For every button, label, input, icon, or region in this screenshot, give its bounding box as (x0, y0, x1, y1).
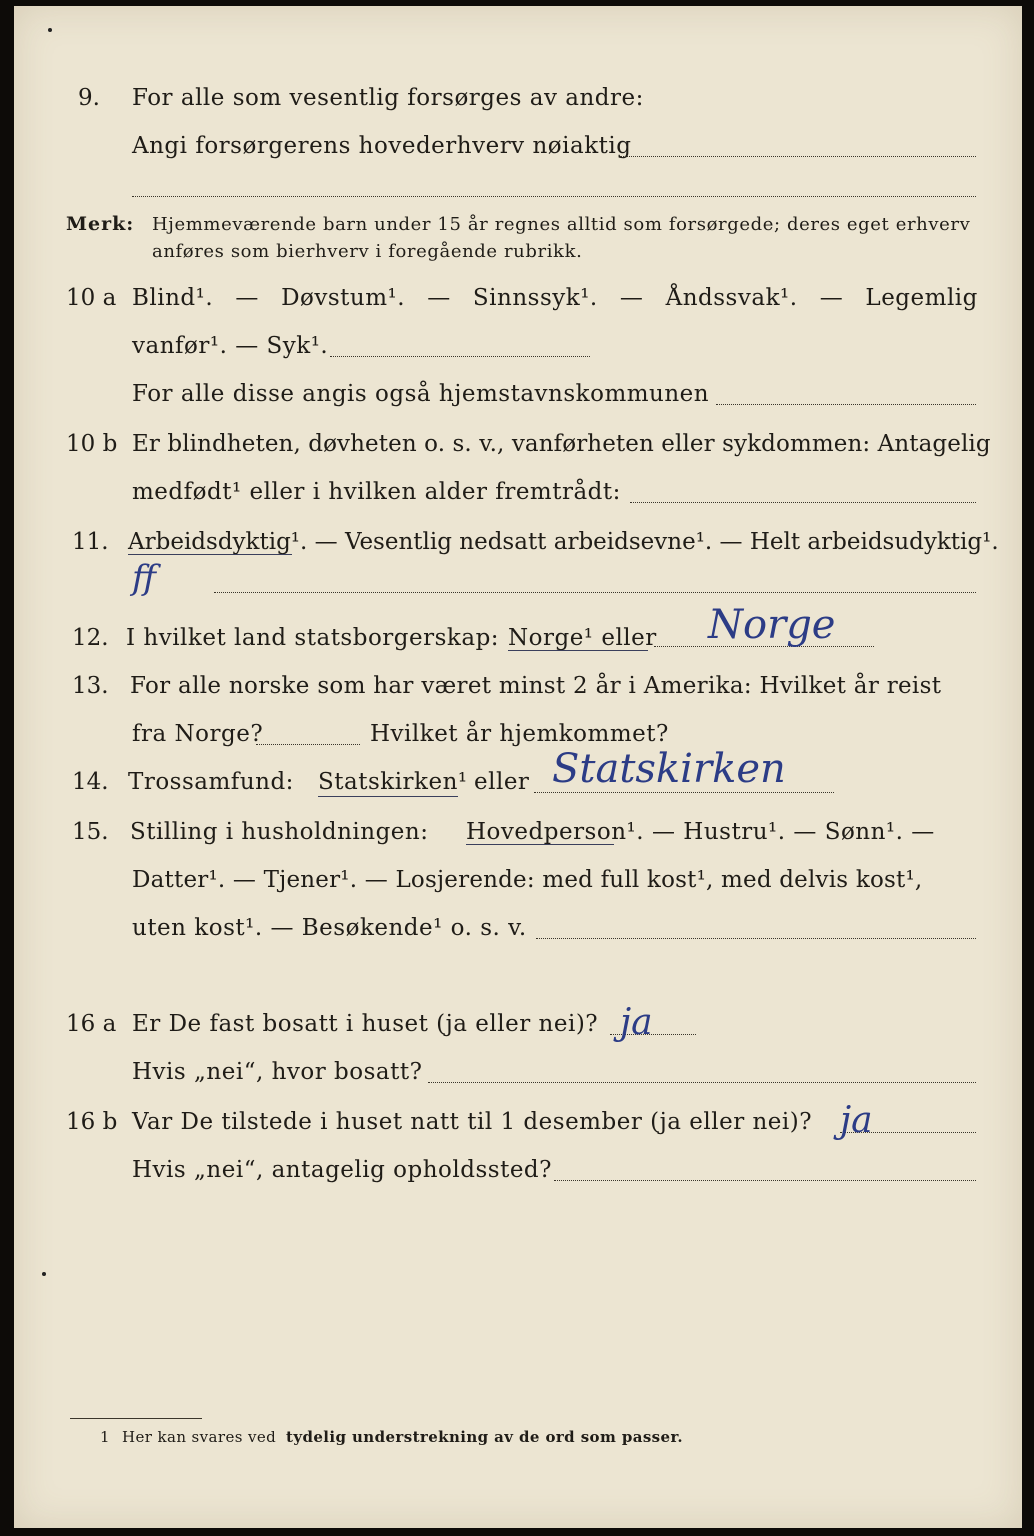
q13-line1: For alle norske som har været minst 2 år i Amerika: Hvilket år reist (130, 673, 942, 699)
q15-line1b: Hovedperson¹. (466, 819, 645, 845)
q14-prefix: Trossamfund: (128, 769, 294, 795)
merk-line1: Hjemmeværende barn under 15 år regnes alltid som forsørgede; deres eget erhverv (152, 214, 971, 235)
dash: — (235, 285, 259, 311)
q16b-handwritten-answer[interactable]: ja (840, 1100, 873, 1141)
q16b-opholdssted-line[interactable] (554, 1180, 976, 1181)
footnote-marker: 1 (100, 1428, 110, 1446)
q16b-line1: Var De tilstede i huset natt til 1 desember (ja eller nei)? (132, 1109, 813, 1135)
footnote-rule (70, 1418, 202, 1419)
q15-line1a: Stilling i husholdningen: (130, 819, 429, 845)
q12-prefix: I hvilket land statsborgerskap: (126, 625, 500, 651)
q14-number: 14. (72, 769, 109, 795)
q15-answer-line[interactable] (536, 938, 976, 939)
q13-line2b: Hvilket år hjemkommet? (370, 721, 669, 747)
option-sinnssyk: Sinnssyk¹. (472, 285, 598, 311)
q14-underlined: Statskirken¹ (318, 769, 468, 795)
q9-number: 9. (78, 85, 100, 111)
q14-handwritten-answer[interactable]: Statskirken (552, 746, 786, 792)
q14-answer-line[interactable] (534, 792, 834, 793)
dash: — (619, 285, 644, 311)
option-legemlig: Legemlig (865, 285, 978, 311)
q16b-line2: Hvis „nei“, antagelig opholdssted? (132, 1157, 552, 1183)
census-form-page (14, 6, 1022, 1528)
option-blind: Blind¹. (132, 285, 214, 311)
paper-speck (42, 1272, 46, 1276)
q16b-number: 16 b (66, 1109, 118, 1135)
q12-underline (508, 650, 648, 651)
q10a-line2: vanfør¹. — Syk¹. (132, 333, 329, 359)
q10a-hjemstavn-line[interactable] (716, 404, 976, 405)
q10b-line1: Er blindheten, døvheten o. s. v., vanførheten eller sykdommen: Antagelig (132, 431, 991, 457)
q9-line2: Angi forsørgerens hovederhverv nøiaktig (132, 133, 632, 159)
q10b-number: 10 b (66, 431, 118, 457)
q12-handwritten-answer[interactable]: Norge (708, 602, 836, 648)
q16a-line1: Er De fast bosatt i huset (ja eller nei)? (132, 1011, 599, 1037)
q10a-line1 (132, 284, 978, 312)
q10a-answer-line[interactable] (330, 356, 590, 357)
q12-underlined: Norge¹ eller (508, 625, 657, 651)
q11-handwritten-answer[interactable]: ff (132, 558, 157, 598)
q15-underline (466, 844, 614, 845)
paper-speck (48, 28, 52, 32)
q16a-bosatt-line[interactable] (428, 1082, 976, 1083)
q11-answer-line[interactable] (214, 592, 976, 593)
footnote-text-a: Her kan svares ved (122, 1428, 277, 1446)
q10b-answer-line[interactable] (630, 502, 976, 503)
q10a-line3: For alle disse angis også hjemstavnskommunen (132, 381, 710, 407)
q13-number: 13. (72, 673, 109, 699)
q11-underline (128, 554, 292, 555)
q12-number: 12. (72, 625, 109, 651)
q13-reist-line[interactable] (256, 744, 360, 745)
merk-line2: anføres som bierhverv i foregående rubrikk. (152, 241, 583, 262)
q15-number: 15. (72, 819, 109, 845)
q11-line1: Arbeidsdyktig¹. — Vesentlig nedsatt arbeidsevne¹. — Helt arbeidsudyktig¹. (128, 529, 999, 555)
q9-answer-line[interactable] (620, 156, 976, 157)
q15-line3: uten kost¹. — Besøkende¹ o. s. v. (132, 915, 527, 941)
q14-suffix: eller (474, 769, 530, 795)
merk-label: Merk: (66, 213, 135, 235)
dash: — (819, 285, 844, 311)
q9-answer-line-2[interactable] (132, 196, 976, 197)
q16a-number: 16 a (66, 1011, 117, 1037)
q16a-line2: Hvis „nei“, hvor bosatt? (132, 1059, 423, 1085)
q10b-line2: medfødt¹ eller i hvilken alder fremtrådt: (132, 479, 621, 505)
footnote-text-b: tydelig understrekning av de ord som passer. (286, 1428, 684, 1446)
q10a-number: 10 a (66, 285, 117, 311)
q15-line1c: — Hustru¹. — Sønn¹. — (652, 819, 935, 845)
q13-line2a: fra Norge? (132, 721, 264, 747)
q9-line1: For alle som vesentlig forsørges av andre: (132, 85, 644, 111)
option-dovstum: Døvstum¹. (281, 285, 406, 311)
option-andssvak: Åndssvak¹. (665, 285, 798, 311)
q15-line2: Datter¹. — Tjener¹. — Losjerende: med full kost¹, med delvis kost¹, (132, 867, 923, 893)
q11-number: 11. (72, 529, 109, 555)
q16a-handwritten-answer[interactable]: ja (620, 1002, 653, 1043)
q14-underline (318, 796, 458, 797)
dash: — (427, 285, 451, 311)
